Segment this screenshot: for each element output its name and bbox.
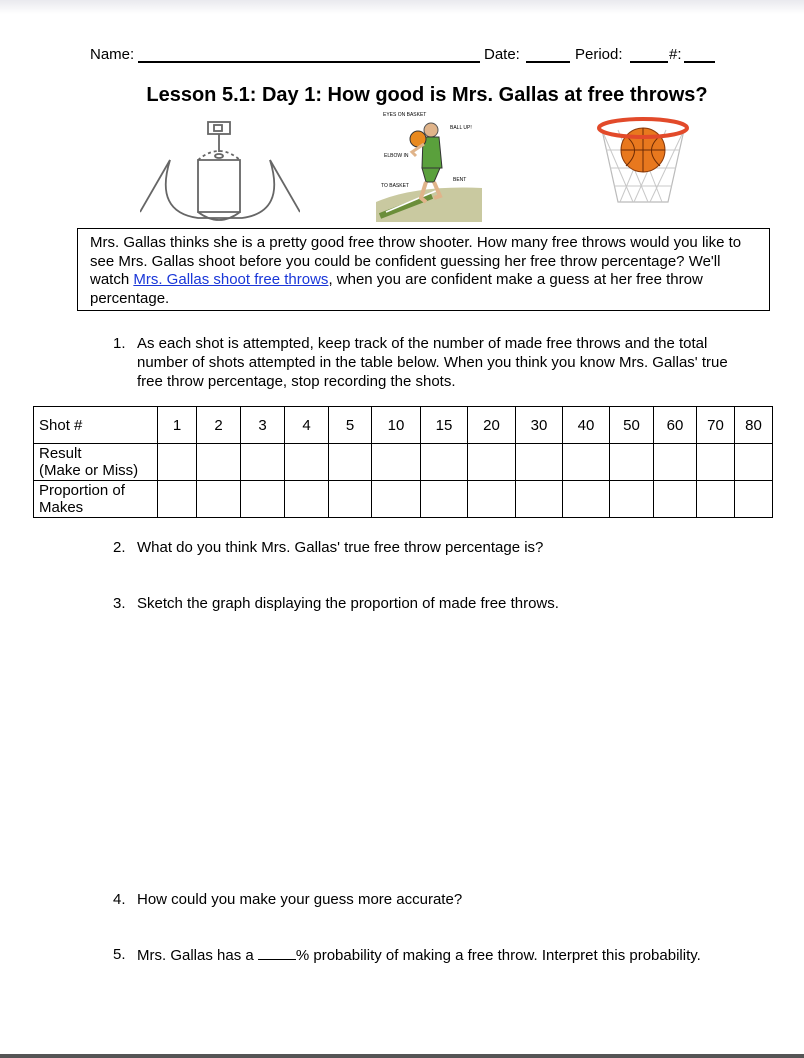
probability-blank[interactable] [258,945,296,960]
page-bottom-edge [0,1054,804,1058]
question-number: 3. [113,595,126,612]
period-label: Period: [575,46,623,63]
result-cell[interactable] [516,444,563,481]
shots-table [33,406,773,518]
shot-cell: 15 [421,407,468,444]
result-row [34,444,773,481]
row-label: Shot # [34,407,158,444]
proportion-cell[interactable] [735,481,773,518]
shot-cell: 40 [563,407,610,444]
result-cell[interactable] [735,444,773,481]
proportion-cell[interactable] [610,481,654,518]
shot-cell: 10 [372,407,421,444]
eyes-caption: EYES ON BASKET [383,112,427,118]
free-throw-player-image [376,110,482,222]
question-text-start: Mrs. Gallas has a [137,947,258,964]
result-cell[interactable] [329,444,372,481]
row-label-line: Proportion of [39,482,125,499]
question-number: 1. [113,335,126,352]
shot-cell: 70 [697,407,735,444]
name-label: Name: [90,46,135,63]
result-cell[interactable] [197,444,241,481]
question-number: 4. [113,891,126,908]
period-field[interactable] [630,61,668,63]
shot-cell: 20 [468,407,516,444]
proportion-cell[interactable] [329,481,372,518]
bent-caption: BENT [453,177,467,183]
intro-text-end: , when you are confident make a guess at her free throw percentage. [90,271,703,307]
intro-text: Mrs. Gallas thinks she is a pretty good free throw shooter. How many free throws would you like to see Mrs. Gallas shoot before you could be confident guessing her free throw percentage? We'll watch [90,234,742,288]
proportion-cell[interactable] [563,481,610,518]
proportion-row [34,481,773,518]
result-cell[interactable] [158,444,197,481]
basket-caption: TO BASKET [381,183,409,189]
row-label-line: Result [39,445,82,462]
result-cell[interactable] [697,444,735,481]
question-text: How could you make your guess more accurate? [137,891,463,908]
intro-box [77,228,770,311]
shot-cell: 80 [735,407,773,444]
shot-cell: 5 [329,407,372,444]
elbow-caption: ELBOW IN [384,153,409,159]
basketball-court-image [140,112,300,224]
result-cell[interactable] [285,444,329,481]
date-label: Date: [484,46,520,63]
ball-caption: BALL UP! [450,125,472,131]
video-link[interactable]: Mrs. Gallas shoot free throws [133,271,329,288]
proportion-cell[interactable] [158,481,197,518]
lesson-title: Lesson 5.1: Day 1: How good is Mrs. Gallas at free throws? [146,84,708,106]
result-cell[interactable] [468,444,516,481]
question-text: Sketch the graph displaying the proportion of made free throws. [137,595,559,612]
proportion-cell[interactable] [241,481,285,518]
top-edge [0,0,804,14]
result-cell[interactable] [610,444,654,481]
proportion-cell[interactable] [372,481,421,518]
proportion-cell[interactable] [421,481,468,518]
shot-cell: 4 [285,407,329,444]
number-field[interactable] [684,61,715,63]
date-field[interactable] [526,61,570,63]
question-number: 5. [113,946,126,963]
proportion-cell[interactable] [197,481,241,518]
row-label [34,481,158,518]
question-text: What do you think Mrs. Gallas' true free throw percentage is? [137,539,544,556]
proportion-cell[interactable] [468,481,516,518]
shot-cell: 2 [197,407,241,444]
result-cell[interactable] [372,444,421,481]
proportion-cell[interactable] [285,481,329,518]
question-number: 2. [113,539,126,556]
result-cell[interactable] [421,444,468,481]
question-text-end: % probability of making a free throw. Interpret this probability. [295,947,701,964]
row-label [34,444,158,481]
name-field[interactable] [138,61,480,63]
result-cell[interactable] [654,444,697,481]
row-label-line: Makes [39,499,84,516]
question-text: As each shot is attempted, keep track of the number of made free throws and the total number of shots attempted in the table below. When you think you know Mrs. Gallas' true free throw percentage, stop recording the shots. [137,335,728,390]
basketball-hoop-image [588,110,698,216]
shot-cell: 60 [654,407,697,444]
question-text [137,945,701,965]
shot-cell: 30 [516,407,563,444]
shot-cell: 50 [610,407,654,444]
proportion-cell[interactable] [697,481,735,518]
row-label-line: (Make or Miss) [39,462,139,479]
shot-number-row [34,407,773,444]
shot-cell: 1 [158,407,197,444]
proportion-cell[interactable] [516,481,563,518]
shot-cell: 3 [241,407,285,444]
proportion-cell[interactable] [654,481,697,518]
number-label: #: [669,46,682,63]
result-cell[interactable] [563,444,610,481]
result-cell[interactable] [241,444,285,481]
